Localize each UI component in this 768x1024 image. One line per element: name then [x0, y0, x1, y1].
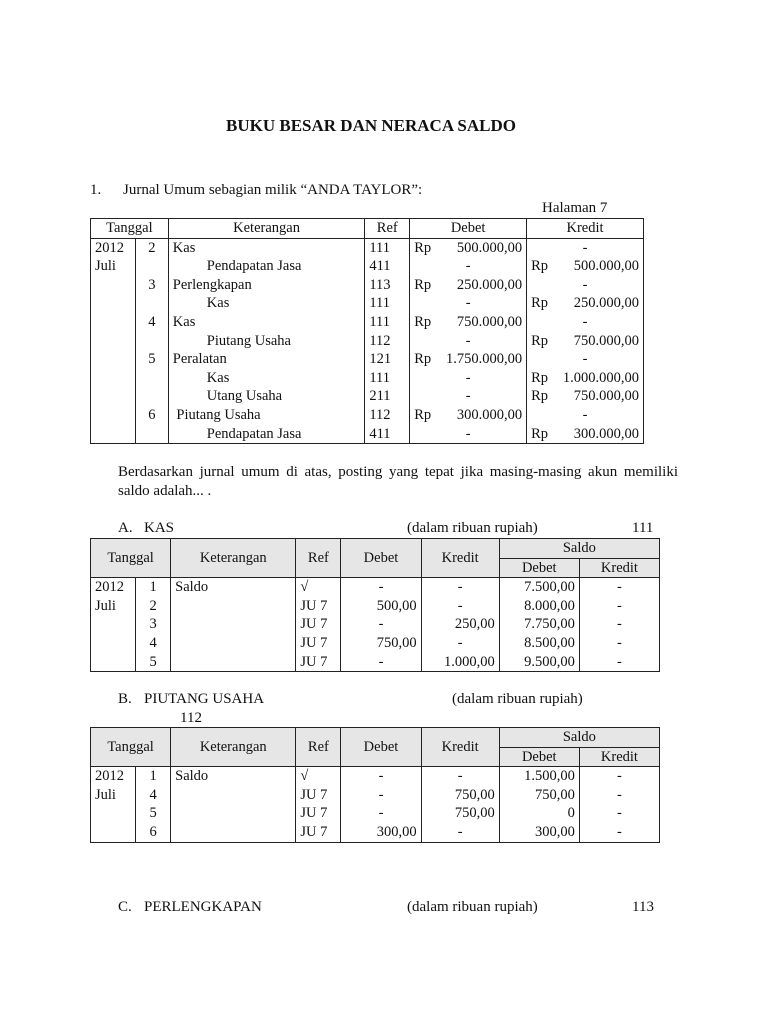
ledger-balance-credit: -	[579, 767, 659, 786]
ledger-row	[91, 767, 660, 786]
journal-day	[135, 425, 168, 444]
journal-day: 6	[135, 406, 168, 425]
ledger-balance-debit: 0	[499, 804, 579, 823]
ledger-balance-debit: 300,00	[499, 823, 579, 842]
ledger-balance-credit: -	[579, 653, 659, 672]
journal-credit-cell	[527, 350, 644, 369]
journal-table	[90, 218, 644, 444]
dash: -	[465, 295, 471, 312]
ledger-balance-credit: -	[579, 634, 659, 653]
journal-description: Peralatan	[168, 350, 365, 369]
journal-description: Kas	[168, 313, 365, 332]
ledger-b-name: PIUTANG USAHA	[144, 691, 265, 707]
journal-year	[91, 350, 136, 369]
page-title: BUKU BESAR DAN NERACA SALDO	[226, 116, 516, 135]
journal-year: Juli	[91, 257, 136, 276]
journal-description: Perlengkapan	[168, 276, 365, 295]
ledger-b-label: B.	[118, 691, 132, 707]
ledger-header-row	[91, 728, 660, 748]
journal-description: Pendapatan Jasa	[168, 257, 365, 276]
header-description: Keterangan	[171, 728, 296, 767]
journal-header-ref: Ref	[365, 219, 410, 239]
journal-day	[135, 294, 168, 313]
amount-value: 1.750.000,00	[445, 351, 523, 368]
journal-debit-cell	[410, 238, 527, 257]
ledger-year: Juli	[91, 597, 136, 616]
ledger-c-label: C.	[118, 899, 132, 915]
journal-row	[91, 369, 644, 388]
ledger-debit: -	[341, 804, 421, 823]
dash: -	[582, 406, 588, 423]
ledger-debit: 300,00	[341, 823, 421, 842]
header-balance-debit: Debet	[499, 558, 579, 578]
ledger-year: Juli	[91, 786, 136, 805]
ledger-row	[91, 615, 660, 634]
journal-day: 5	[135, 350, 168, 369]
journal-row	[91, 294, 644, 313]
amount	[531, 425, 639, 444]
ledger-row	[91, 653, 660, 672]
journal-debit-cell	[410, 257, 527, 276]
ledger-balance-credit: -	[579, 786, 659, 805]
journal-debit-cell	[410, 425, 527, 444]
ledger-ref: √	[296, 578, 341, 597]
amount	[531, 332, 639, 351]
journal-debit-cell	[410, 406, 527, 425]
dash: -	[582, 276, 588, 293]
journal-day: 4	[135, 313, 168, 332]
ledger-debit: -	[341, 578, 421, 597]
header-balance: Saldo	[499, 728, 659, 748]
ledger-balance-debit: 7.500,00	[499, 578, 579, 597]
journal-debit-cell	[410, 350, 527, 369]
journal-description: Piutang Usaha	[168, 406, 365, 425]
header-balance-credit: Kredit	[579, 558, 659, 578]
journal-credit-cell	[527, 425, 644, 444]
ledger-day: 2	[136, 597, 171, 616]
ledger-day: 4	[136, 634, 171, 653]
ledger-description	[171, 597, 296, 616]
page-reference: Halaman 7	[542, 200, 608, 216]
currency-label: Rp	[414, 351, 432, 368]
header-date: Tanggal	[91, 539, 171, 578]
currency-label: Rp	[531, 258, 548, 275]
header-date: Tanggal	[91, 728, 171, 767]
ledger-day: 3	[136, 615, 171, 634]
ledger-balance-debit: 8.000,00	[499, 597, 579, 616]
ledger-description: Saldo	[171, 578, 296, 597]
ledger-day: 1	[136, 578, 171, 597]
ledger-ref: JU 7	[296, 653, 341, 672]
ledger-header-row	[91, 539, 660, 559]
ledger-a-unit: (dalam ribuan rupiah)	[407, 520, 538, 536]
ledger-balance-debit: 750,00	[499, 786, 579, 805]
header-balance-credit: Kredit	[579, 747, 659, 767]
ledger-c-unit: (dalam ribuan rupiah)	[407, 899, 538, 915]
journal-year	[91, 425, 136, 444]
ledger-ref: JU 7	[296, 597, 341, 616]
amount	[531, 369, 639, 388]
journal-row	[91, 313, 644, 332]
ledger-b-code: 112	[180, 710, 202, 726]
ledger-a-table	[90, 538, 660, 672]
ledger-description	[171, 615, 296, 634]
header-description: Keterangan	[171, 539, 296, 578]
journal-ref: 111	[365, 238, 410, 257]
dash: -	[465, 369, 471, 386]
header-ref: Ref	[296, 539, 341, 578]
amount-value: 750.000,00	[573, 332, 639, 349]
ledger-c-code: 113	[632, 899, 654, 915]
question-number: 1.	[90, 182, 102, 198]
ledger-row	[91, 578, 660, 597]
ledger-row	[91, 634, 660, 653]
header-balance: Saldo	[499, 539, 659, 559]
ledger-debit: -	[341, 786, 421, 805]
amount	[531, 387, 639, 406]
journal-credit-cell	[527, 276, 644, 295]
ledger-debit: -	[341, 615, 421, 634]
journal-description: Kas	[168, 294, 365, 313]
journal-credit-cell	[527, 387, 644, 406]
header-debit: Debet	[341, 539, 421, 578]
journal-header-debit: Debet	[410, 219, 527, 239]
journal-ref: 112	[365, 406, 410, 425]
journal-credit-cell	[527, 238, 644, 257]
journal-debit-cell	[410, 294, 527, 313]
ledger-balance-credit: -	[579, 597, 659, 616]
ledger-description	[171, 786, 296, 805]
journal-row	[91, 425, 644, 444]
journal-description: Pendapatan Jasa	[168, 425, 365, 444]
currency-label: Rp	[414, 276, 432, 293]
ledger-balance-credit: -	[579, 578, 659, 597]
ledger-description	[171, 823, 296, 842]
ledger-credit: -	[421, 767, 499, 786]
journal-year	[91, 387, 136, 406]
amount-value: 300.000,00	[573, 425, 639, 442]
journal-year	[91, 294, 136, 313]
ledger-balance-credit: -	[579, 804, 659, 823]
instruction-paragraph: Berdasarkan jurnal umum di atas, posting yang tepat jika masing-masing akun memiliki saldo adalah... .	[118, 464, 678, 499]
ledger-balance-debit: 9.500,00	[499, 653, 579, 672]
ledger-a-code: 111	[632, 520, 654, 536]
ledger-row	[91, 597, 660, 616]
ledger-a-name: KAS	[144, 520, 175, 536]
journal-day	[135, 387, 168, 406]
journal-ref: 112	[365, 332, 410, 351]
header-ref: Ref	[296, 728, 341, 767]
ledger-balance-debit: 8.500,00	[499, 634, 579, 653]
journal-ref: 121	[365, 350, 410, 369]
amount-value: 500.000,00	[573, 258, 639, 275]
dash: -	[582, 313, 588, 330]
journal-row	[91, 257, 644, 276]
journal-header-description: Keterangan	[168, 219, 365, 239]
currency-label: Rp	[531, 332, 548, 349]
journal-day	[135, 369, 168, 388]
journal-row	[91, 238, 644, 257]
ledger-ref: JU 7	[296, 823, 341, 842]
ledger-year: 2012	[91, 578, 136, 597]
dash: -	[465, 425, 471, 442]
header-credit: Kredit	[421, 728, 499, 767]
journal-day	[135, 257, 168, 276]
ledger-credit: 1.000,00	[421, 653, 499, 672]
journal-debit-cell	[410, 276, 527, 295]
ledger-ref: JU 7	[296, 786, 341, 805]
journal-debit-cell	[410, 387, 527, 406]
journal-description: Piutang Usaha	[168, 332, 365, 351]
amount	[414, 350, 522, 369]
amount	[414, 239, 522, 258]
amount-value: 250.000,00	[456, 276, 523, 293]
journal-day: 3	[135, 276, 168, 295]
ledger-description	[171, 634, 296, 653]
ledger-description: Saldo	[171, 767, 296, 786]
ledger-ref: JU 7	[296, 634, 341, 653]
ledger-description	[171, 653, 296, 672]
dash: -	[582, 351, 588, 368]
journal-day: 2	[135, 238, 168, 257]
journal-debit-cell	[410, 369, 527, 388]
journal-ref: 211	[365, 387, 410, 406]
ledger-credit: -	[421, 578, 499, 597]
journal-row	[91, 406, 644, 425]
currency-label: Rp	[531, 388, 548, 405]
ledger-credit: 250,00	[421, 615, 499, 634]
dash: -	[465, 258, 471, 275]
ledger-ref: JU 7	[296, 615, 341, 634]
journal-debit-cell	[410, 332, 527, 351]
dash: -	[465, 332, 471, 349]
journal-year	[91, 406, 136, 425]
ledger-debit: 500,00	[341, 597, 421, 616]
journal-header-credit: Kredit	[527, 219, 644, 239]
journal-year	[91, 313, 136, 332]
journal-ref: 411	[365, 257, 410, 276]
ledger-balance-debit: 7.750,00	[499, 615, 579, 634]
journal-ref: 111	[365, 294, 410, 313]
ledger-balance-debit: 1.500,00	[499, 767, 579, 786]
ledger-credit: -	[421, 634, 499, 653]
amount	[414, 276, 522, 295]
currency-label: Rp	[531, 425, 548, 442]
header-credit: Kredit	[421, 539, 499, 578]
ledger-day: 5	[136, 804, 171, 823]
ledger-c-name: PERLENGKAPAN	[144, 899, 262, 915]
journal-row	[91, 387, 644, 406]
currency-label: Rp	[414, 239, 432, 256]
journal-header-row	[91, 219, 644, 239]
ledger-day: 5	[136, 653, 171, 672]
ledger-b-table	[90, 727, 660, 843]
ledger-year	[91, 634, 136, 653]
amount-value: 1.000.000,00	[562, 369, 639, 386]
journal-credit-cell	[527, 294, 644, 313]
ledger-credit: 750,00	[421, 804, 499, 823]
journal-description: Utang Usaha	[168, 387, 365, 406]
dash: -	[465, 388, 471, 405]
amount	[414, 406, 522, 425]
ledger-day: 6	[136, 823, 171, 842]
journal-ref: 111	[365, 313, 410, 332]
amount	[414, 313, 522, 332]
amount	[531, 257, 639, 276]
ledger-debit: -	[341, 767, 421, 786]
currency-label: Rp	[531, 295, 548, 312]
currency-label: Rp	[414, 313, 432, 330]
amount	[531, 294, 639, 313]
ledger-day: 4	[136, 786, 171, 805]
currency-label: Rp	[414, 406, 432, 423]
ledger-row	[91, 804, 660, 823]
currency-label: Rp	[531, 369, 548, 386]
journal-credit-cell	[527, 406, 644, 425]
ledger-row	[91, 823, 660, 842]
ledger-a-label: A.	[118, 520, 133, 536]
journal-year	[91, 332, 136, 351]
journal-day	[135, 332, 168, 351]
question-text: Jurnal Umum sebagian milik “ANDA TAYLOR”:	[123, 182, 423, 198]
ledger-year	[91, 653, 136, 672]
journal-credit-cell	[527, 332, 644, 351]
journal-description: Kas	[168, 238, 365, 257]
amount-value: 750.000,00	[573, 388, 639, 405]
ledger-year	[91, 823, 136, 842]
journal-credit-cell	[527, 313, 644, 332]
journal-row	[91, 276, 644, 295]
amount-value: 500.000,00	[456, 239, 523, 256]
journal-description: Kas	[168, 369, 365, 388]
header-debit: Debet	[341, 728, 421, 767]
journal-ref: 113	[365, 276, 410, 295]
ledger-ref: √	[296, 767, 341, 786]
ledger-debit: 750,00	[341, 634, 421, 653]
ledger-credit: 750,00	[421, 786, 499, 805]
journal-year	[91, 369, 136, 388]
ledger-year	[91, 615, 136, 634]
journal-ref: 111	[365, 369, 410, 388]
ledger-credit: -	[421, 597, 499, 616]
journal-year	[91, 276, 136, 295]
journal-credit-cell	[527, 369, 644, 388]
journal-credit-cell	[527, 257, 644, 276]
amount-value: 750.000,00	[456, 313, 523, 330]
ledger-row	[91, 786, 660, 805]
amount-value: 300.000,00	[456, 406, 523, 423]
header-balance-debit: Debet	[499, 747, 579, 767]
ledger-year: 2012	[91, 767, 136, 786]
ledger-balance-credit: -	[579, 615, 659, 634]
ledger-ref: JU 7	[296, 804, 341, 823]
ledger-description	[171, 804, 296, 823]
amount-value: 250.000,00	[573, 295, 639, 312]
journal-year: 2012	[91, 238, 136, 257]
journal-header-date: Tanggal	[91, 219, 169, 239]
journal-row	[91, 332, 644, 351]
ledger-balance-credit: -	[579, 823, 659, 842]
journal-ref: 411	[365, 425, 410, 444]
dash: -	[582, 239, 588, 256]
journal-row	[91, 350, 644, 369]
ledger-day: 1	[136, 767, 171, 786]
ledger-b-unit: (dalam ribuan rupiah)	[452, 691, 583, 707]
journal-debit-cell	[410, 313, 527, 332]
ledger-debit: -	[341, 653, 421, 672]
ledger-credit: -	[421, 823, 499, 842]
ledger-year	[91, 804, 136, 823]
